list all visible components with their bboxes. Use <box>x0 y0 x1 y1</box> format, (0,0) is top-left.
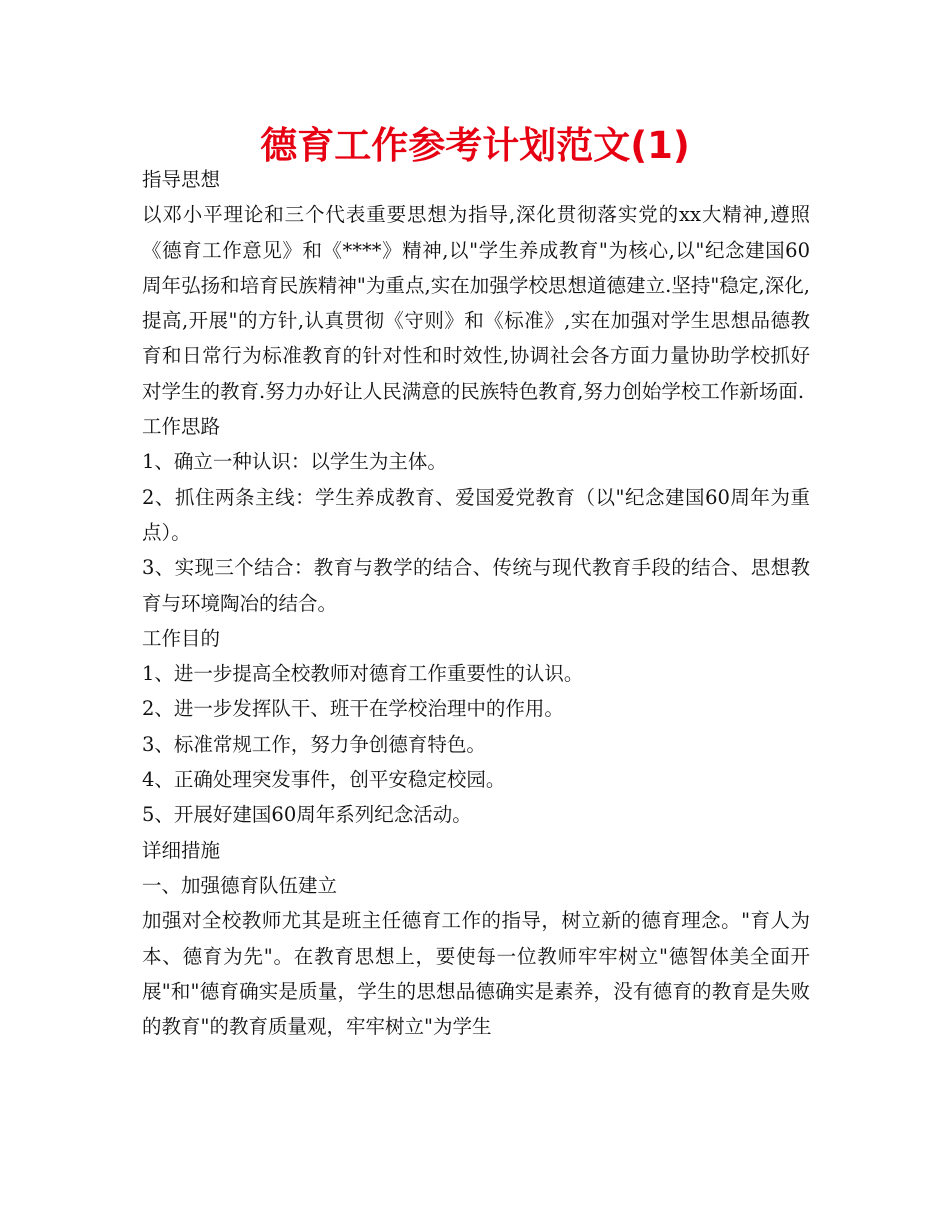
list-item-approach-3: 3、实现三个结合：教育与教学的结合、传统与现代教育手段的结合、思想教育与环境陶冶的结合。 <box>142 556 810 615</box>
section-heading-work-approach: 工作思路 <box>142 415 221 439</box>
section-heading-work-goals: 工作目的 <box>142 626 221 650</box>
document-body <box>142 162 810 1044</box>
list-item-goal-4: 4、正确处理突发事件，创平安稳定校园。 <box>142 768 506 792</box>
list-item-approach-1: 1、确立一种认识：以学生为主体。 <box>142 450 447 474</box>
document-title: 德育工作参考计划范文(1) <box>260 124 690 167</box>
list-item-approach-2: 2、抓住两条主线：学生养成教育、爱国爱党教育（以"纪念建国60周年为重点）。 <box>142 485 810 544</box>
list-item-goal-2: 2、进一步发挥队干、班干在学校治理中的作用。 <box>142 697 564 721</box>
list-item-goal-1: 1、进一步提高全校教师对德育工作重要性的认识。 <box>142 662 584 686</box>
subsection-heading-team-building: 一、加强德育队伍建立 <box>142 873 338 897</box>
list-item-goal-3: 3、标准常规工作，努力争创德育特色。 <box>142 732 486 756</box>
section-heading-measures: 详细措施 <box>142 838 221 862</box>
section-heading-guiding-ideology: 指导思想 <box>142 168 221 191</box>
list-item-goal-5: 5、开展好建国60周年系列纪念活动。 <box>142 803 472 827</box>
paragraph-team-building: 加强对全校教师尤其是班主任德育工作的指导，树立新的德育理念。"育人为本、德育为先"。在教育思想上，要使每一位教师牢牢树立"德智体美全面开展"和"德育确实是质量，学生的思想品德确实是素养，没有德育的教育是失败的教育"的教育质量观，牢牢树立"为学生 <box>142 909 810 1039</box>
paragraph-guiding-ideology: 以邓小平理论和三个代表重要思想为指导,深化贯彻落实党的xx大精神,遵照《德育工作意见》和《****》精神,以"学生养成教育"为核心,以"纪念建国60周年弘扬和培育民族精神"为重点,实在加强学校思想道德建立.坚持"稳定,深化,提高,开展"的方针,认真贯彻《守则》和《标准》,实在加强对学生思想品德教育和日常行为标准教育的针对性和时效性,协调社会各方面力量协助学校抓好对学生的教育.努力办好让人民满意的民族特色教育,努力创始学校工作新场面. <box>142 203 810 403</box>
